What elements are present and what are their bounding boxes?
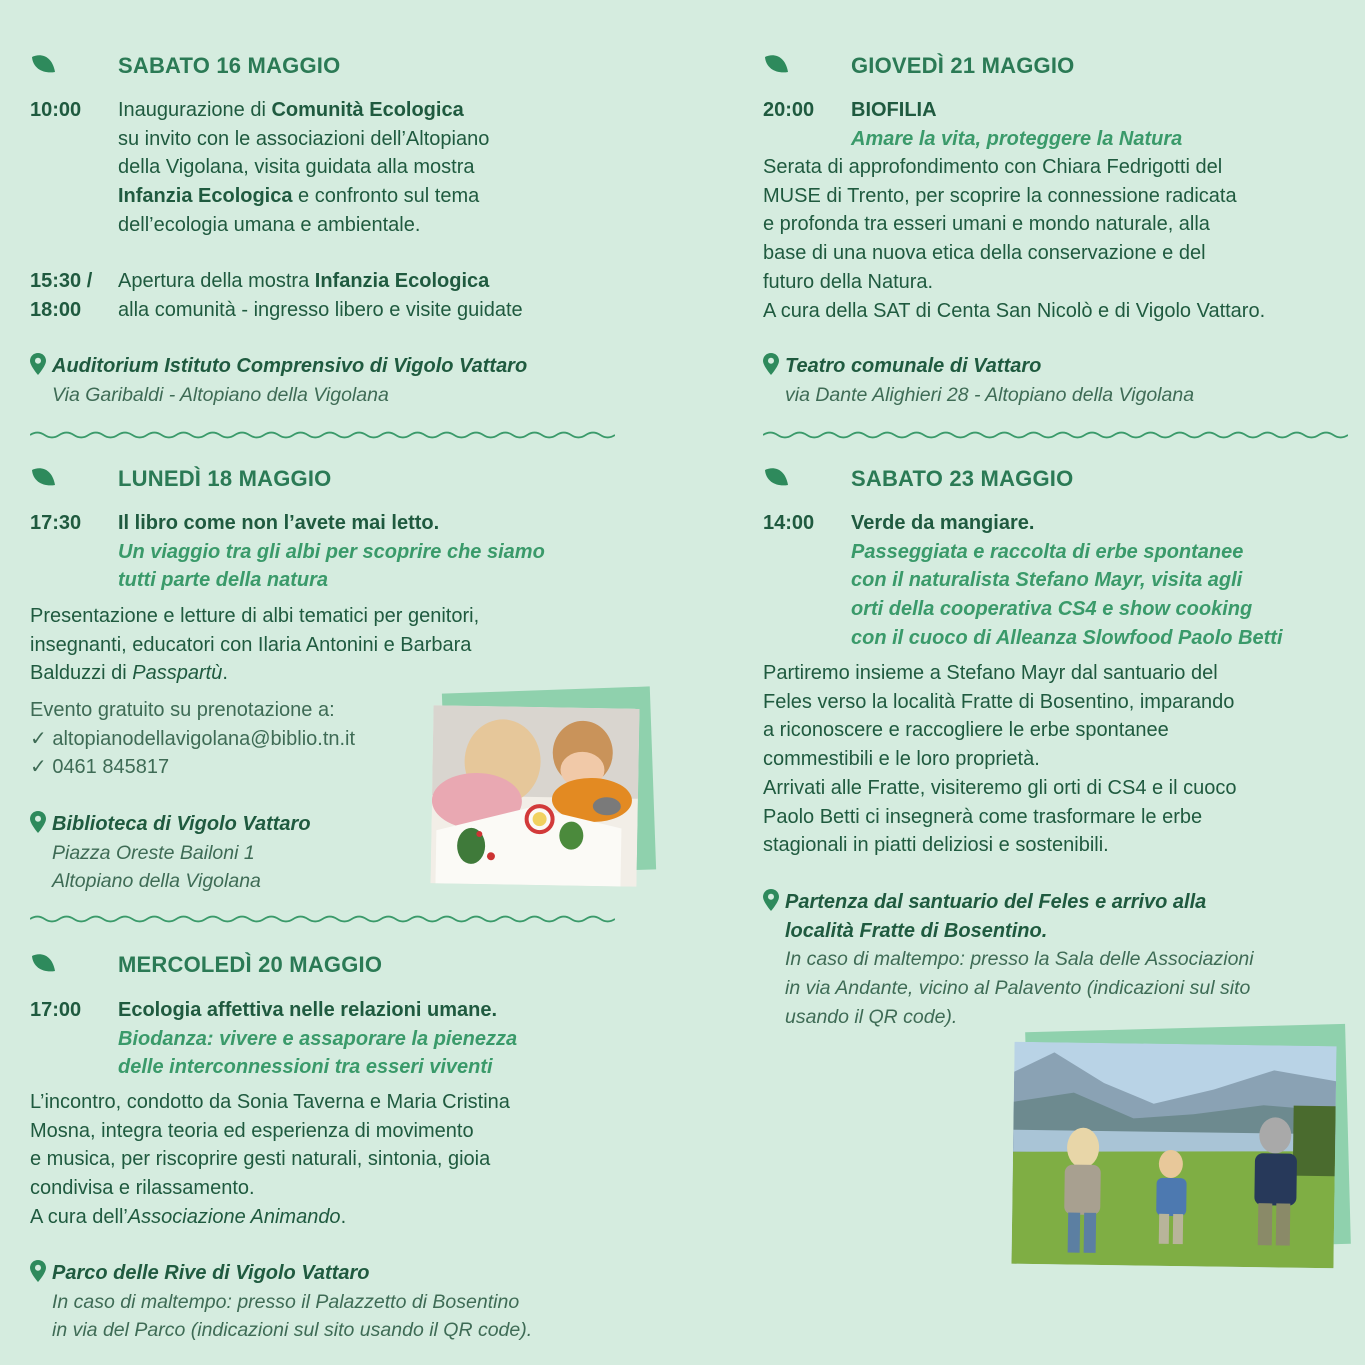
event-body: Serata di approfondimento con Chiara Fedrigotti del MUSE di Trento, per scoprire la connessione radicata e profonda tra esseri umani e mondo naturale, alla base di una nuova etica della conservazione e del futuro della Natura. A cura della SAT di Centa San Nicolò e di Vigolo Vattaro. [763, 156, 1266, 322]
leaf-icon [30, 53, 56, 75]
event-description: Apertura della mostra Infanzia Ecologica alla comunità - ingresso libero e visite guidate [118, 270, 523, 321]
leaf-icon [763, 53, 789, 75]
event-location: Biblioteca di Vigolo Vattaro Piazza Oreste Bailoni 1 Altopiano della Vigolana [52, 813, 311, 893]
event-location: Parco delle Rive di Vigolo Vattaro In caso di maltempo: presso il Palazzetto di Bosentino in via del Parco (indicazioni sul sito usando il QR code). [52, 1262, 533, 1342]
event-title-block: BIOFILIA Amare la vita, proteggere la Natura [851, 99, 1183, 150]
event-location: Teatro comunale di Vattaro via Dante Alighieri 28 - Altopiano della Vigolana [785, 355, 1195, 406]
wave-divider [763, 430, 1348, 440]
location-pin-icon [30, 353, 46, 375]
location-pin-icon [763, 353, 779, 375]
leaf-icon [763, 466, 789, 488]
event-time: 17:00 [30, 999, 82, 1021]
event-body: L’incontro, condotto da Sonia Taverna e Maria Cristina Mosna, integra teoria ed esperienza di movimento e musica, per riscoprire gesti naturali, sintonia, gioia condivisa e rilassamento. A cura dell’Associazione Animando. [30, 1091, 510, 1228]
children-landscape-photo [1011, 1042, 1336, 1268]
event-title-block: Ecologia affettiva nelle relazioni umane. Biodanza: vivere e assaporare la pienezza delle interconnessioni tra esseri viventi [118, 999, 518, 1079]
day-heading: SABATO 23 MAGGIO [851, 466, 1074, 491]
wave-divider [30, 914, 615, 924]
event-title-block: Verde da mangiare. Passeggiata e raccolta di erbe spontanee con il naturalista Stefano Mayr, visita agli orti della cooperativa CS4 e show cooking con il cuoco di Alleanza Slowfood Paolo Betti [851, 512, 1283, 649]
wave-divider [30, 430, 615, 440]
event-location: Partenza dal santuario del Feles e arrivo alla località Fratte di Bosentino. In caso di maltempo: presso la Sala delle Associazioni in via Andante, vicino al Palavento (indicazioni sul sito usando il QR code). [785, 891, 1254, 1028]
booking-email[interactable]: ✓ altopianodellavigolana@biblio.tn.it [30, 727, 356, 750]
day-heading: SABATO 16 MAGGIO [118, 53, 341, 78]
event-body: Partiremo insieme a Stefano Mayr dal santuario del Feles verso la località Fratte di Bosentino, imparando a riconoscere e raccogliere le erbe spontanee commestibili e le loro proprietà. Arrivati alle Fratte, visiteremo gli orti di CS4 e il cuoco Paolo Betti ci insegnerà come trasformare le erbe stagionali in piatti deliziosi e sostenibili. [763, 662, 1237, 857]
event-title-block: Il libro come non l’avete mai letto. Un viaggio tra gli albi per scoprire che siamo tutti parte della natura [118, 512, 545, 592]
day-heading: GIOVEDÌ 21 MAGGIO [851, 53, 1075, 78]
event-time: 17:30 [30, 512, 82, 534]
booking-info: Evento gratuito su prenotazione a: ✓ altopianodellavigolana@biblio.tn.it ✓ 0461 845817 [30, 696, 430, 782]
leaf-icon [30, 952, 56, 974]
event-time: 14:00 [763, 512, 815, 534]
event-description: Inaugurazione di Comunità Ecologica su invito con le associazioni dell’Altopiano della Vigolana, visita guidata alla mostra Infanzia Ecologica e confronto sul tema dell’ecologia umana e ambientale. [118, 99, 490, 236]
booking-phone[interactable]: ✓ 0461 845817 [30, 756, 170, 779]
leaf-icon [30, 466, 56, 488]
event-location: Auditorium Istituto Comprensivo di Vigolo Vattaro Via Garibaldi - Altopiano della Vigolana [52, 355, 528, 406]
day-heading: LUNEDÌ 18 MAGGIO [118, 466, 332, 491]
event-body: Presentazione e letture di albi tematici per genitori, insegnanti, educatori con Ilaria Antonini e Barbara Balduzzi di Passpartù. [30, 605, 480, 685]
location-pin-icon [763, 889, 779, 911]
location-pin-icon [30, 811, 46, 833]
event-time: 15:30 / 18:00 [30, 270, 93, 321]
location-pin-icon [30, 1260, 46, 1282]
event-time: 10:00 [30, 99, 82, 121]
day-heading: MERCOLEDÌ 20 MAGGIO [118, 952, 383, 977]
event-time: 20:00 [763, 99, 815, 121]
children-reading-photo [430, 705, 639, 887]
